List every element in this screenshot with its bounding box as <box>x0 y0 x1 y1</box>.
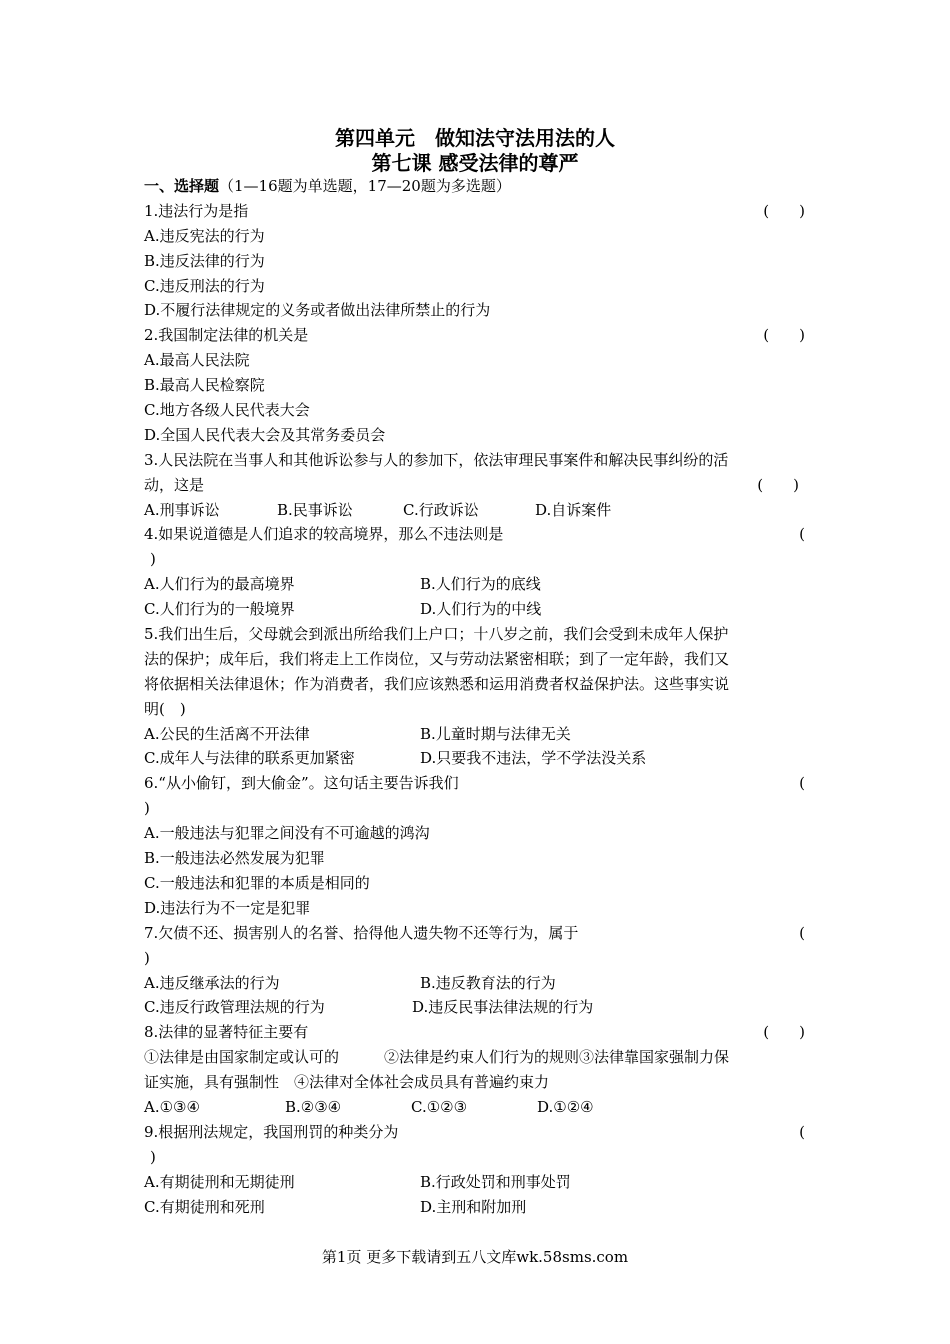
question-5-stem-line: 5.我们出生后，父母就会到派出所给我们上户口；十八岁之前，我们会受到未成年人保护 <box>144 625 729 644</box>
option: D.全国人民代表大会及其常务委员会 <box>144 425 386 444</box>
option: C.地方各级人民代表大会 <box>144 401 310 420</box>
option: A.违反宪法的行为 <box>144 226 265 245</box>
option: D.只要我不违法，学不学法没关系 <box>420 749 647 768</box>
option: A.人们行为的最高境界 <box>144 575 295 594</box>
answer-blank-close <box>144 796 805 821</box>
option: C.①②③ <box>411 1097 468 1116</box>
question-stem: 4.如果说道德是人们追求的较高境界，那么不违法则是 <box>144 525 504 544</box>
question-5-stem-line: 明( ) <box>144 699 186 718</box>
option: B.一般违法必然发展为犯罪 <box>144 849 325 868</box>
answer-blank-open: ( <box>799 923 805 942</box>
question-stem: 6.“从小偷钉，到大偷金”。这句话主要告诉我们 <box>144 774 459 793</box>
question-5-stem-line: 法的保护；成年后，我们将走上工作岗位，又与劳动法紧密相联；到了一定年龄，我们又 <box>144 649 730 668</box>
options-row <box>144 971 805 996</box>
paren-close: ) <box>144 948 150 967</box>
question-8-stem <box>144 1020 805 1045</box>
option: B.②③④ <box>285 1097 342 1116</box>
question-1-stem <box>144 199 805 224</box>
section-heading <box>144 174 805 199</box>
paren-close: ) <box>150 550 156 569</box>
answer-blank: ( ) <box>763 326 805 345</box>
answer-blank: ( ) <box>763 1023 805 1042</box>
question-stem: 1.违法行为是指 <box>144 201 249 220</box>
question-2-stem <box>144 323 805 348</box>
option: A.公民的生活离不开法律 <box>144 724 310 743</box>
page-footer: 第1页 更多下载请到五八文库wk.58sms.com <box>321 1248 629 1266</box>
option: D.不履行法律规定的义务或者做出法律所禁止的行为 <box>144 301 491 320</box>
answer-blank-open: ( <box>799 774 805 793</box>
option: B.行政处罚和刑事处罚 <box>420 1172 571 1191</box>
option: A.有期徒刑和无期徒刑 <box>144 1172 295 1191</box>
options-row <box>144 1195 805 1220</box>
option: B.人们行为的底线 <box>420 575 541 594</box>
question-3-stem-line2 <box>144 473 805 498</box>
option: C.违反刑法的行为 <box>144 276 265 295</box>
options-row <box>144 572 805 597</box>
option: B.民事诉讼 <box>277 500 353 519</box>
lesson-title: 第七课 感受法律的尊严 <box>371 151 579 175</box>
answer-blank-close <box>144 547 805 572</box>
option: D.违反民事法律法规的行为 <box>412 998 594 1017</box>
option: C.一般违法和犯罪的本质是相同的 <box>144 873 370 892</box>
option: A.一般违法与犯罪之间没有不可逾越的鸿沟 <box>144 824 430 843</box>
option: D.主刑和附加刑 <box>420 1197 527 1216</box>
answer-blank-open: ( <box>799 1122 805 1141</box>
question-6-stem <box>144 771 805 796</box>
option: B.违反教育法的行为 <box>420 973 556 992</box>
question-list <box>144 174 805 1219</box>
answer-blank: ( ) <box>757 475 799 494</box>
question-5-stem-line: 将依据相关法律退休；作为消费者，我们应该熟悉和运用消费者权益保护法。这些事实说 <box>144 674 730 693</box>
paren-close: ) <box>144 799 150 818</box>
options-row <box>144 597 805 622</box>
question-7-stem <box>144 921 805 946</box>
unit-title: 第四单元 做知法守法用法的人 <box>335 126 615 150</box>
question-stem: 8.法律的显著特征主要有 <box>144 1023 309 1042</box>
statements-line: 证实施，具有强制性 ④法律对全体社会成员具有普遍约束力 <box>144 1073 550 1092</box>
section-label: 一、选择题 <box>144 177 220 195</box>
question-stem: 2.我国制定法律的机关是 <box>144 326 309 345</box>
option: D.①②④ <box>537 1097 594 1116</box>
option: A.刑事诉讼 <box>144 500 220 519</box>
option: C.行政诉讼 <box>403 500 479 519</box>
question-stem: 7.欠债不还、损害别人的名誉、拾得他人遗失物不还等行为，属于 <box>144 923 579 942</box>
option: C.违反行政管理法规的行为 <box>144 998 325 1017</box>
question-stem: 动，这是 <box>144 475 205 494</box>
answer-blank: ( ) <box>763 201 805 220</box>
section-note: （1—16题为单选题，17—20题为多选题） <box>219 177 511 195</box>
option: B.违反法律的行为 <box>144 251 265 270</box>
option: B.儿童时期与法律无关 <box>420 724 571 743</box>
options-row <box>144 995 805 1020</box>
paren-close: ) <box>150 1147 156 1166</box>
question-4-stem <box>144 522 805 547</box>
option: C.有期徒刑和死刑 <box>144 1197 265 1216</box>
option: C.人们行为的一般境界 <box>144 600 295 619</box>
answer-blank-close <box>144 1145 805 1170</box>
statements-line: ①法律是由国家制定或认可的 ②法律是约束人们行为的规则③法律靠国家强制力保 <box>144 1048 730 1067</box>
answer-blank-close <box>144 946 805 971</box>
option: A.违反继承法的行为 <box>144 973 280 992</box>
options-row <box>144 1170 805 1195</box>
option: C.成年人与法律的联系更加紧密 <box>144 749 355 768</box>
option: A.最高人民法院 <box>144 351 250 370</box>
option: D.自诉案件 <box>535 500 612 519</box>
options-row <box>144 1095 805 1120</box>
options-row <box>144 722 805 747</box>
options-row <box>144 498 805 523</box>
option: D.违法行为不一定是犯罪 <box>144 898 311 917</box>
question-3-stem-line1: 3.人民法院在当事人和其他诉讼参与人的参加下，依法审理民事案件和解决民事纠纷的活 <box>144 450 729 469</box>
option: A.①③④ <box>144 1097 200 1116</box>
answer-blank-open: ( <box>799 525 805 544</box>
options-row <box>144 746 805 771</box>
option: B.最高人民检察院 <box>144 376 265 395</box>
question-9-stem <box>144 1120 805 1145</box>
option: D.人们行为的中线 <box>420 600 542 619</box>
question-stem: 9.根据刑法规定，我国刑罚的种类分为 <box>144 1122 399 1141</box>
